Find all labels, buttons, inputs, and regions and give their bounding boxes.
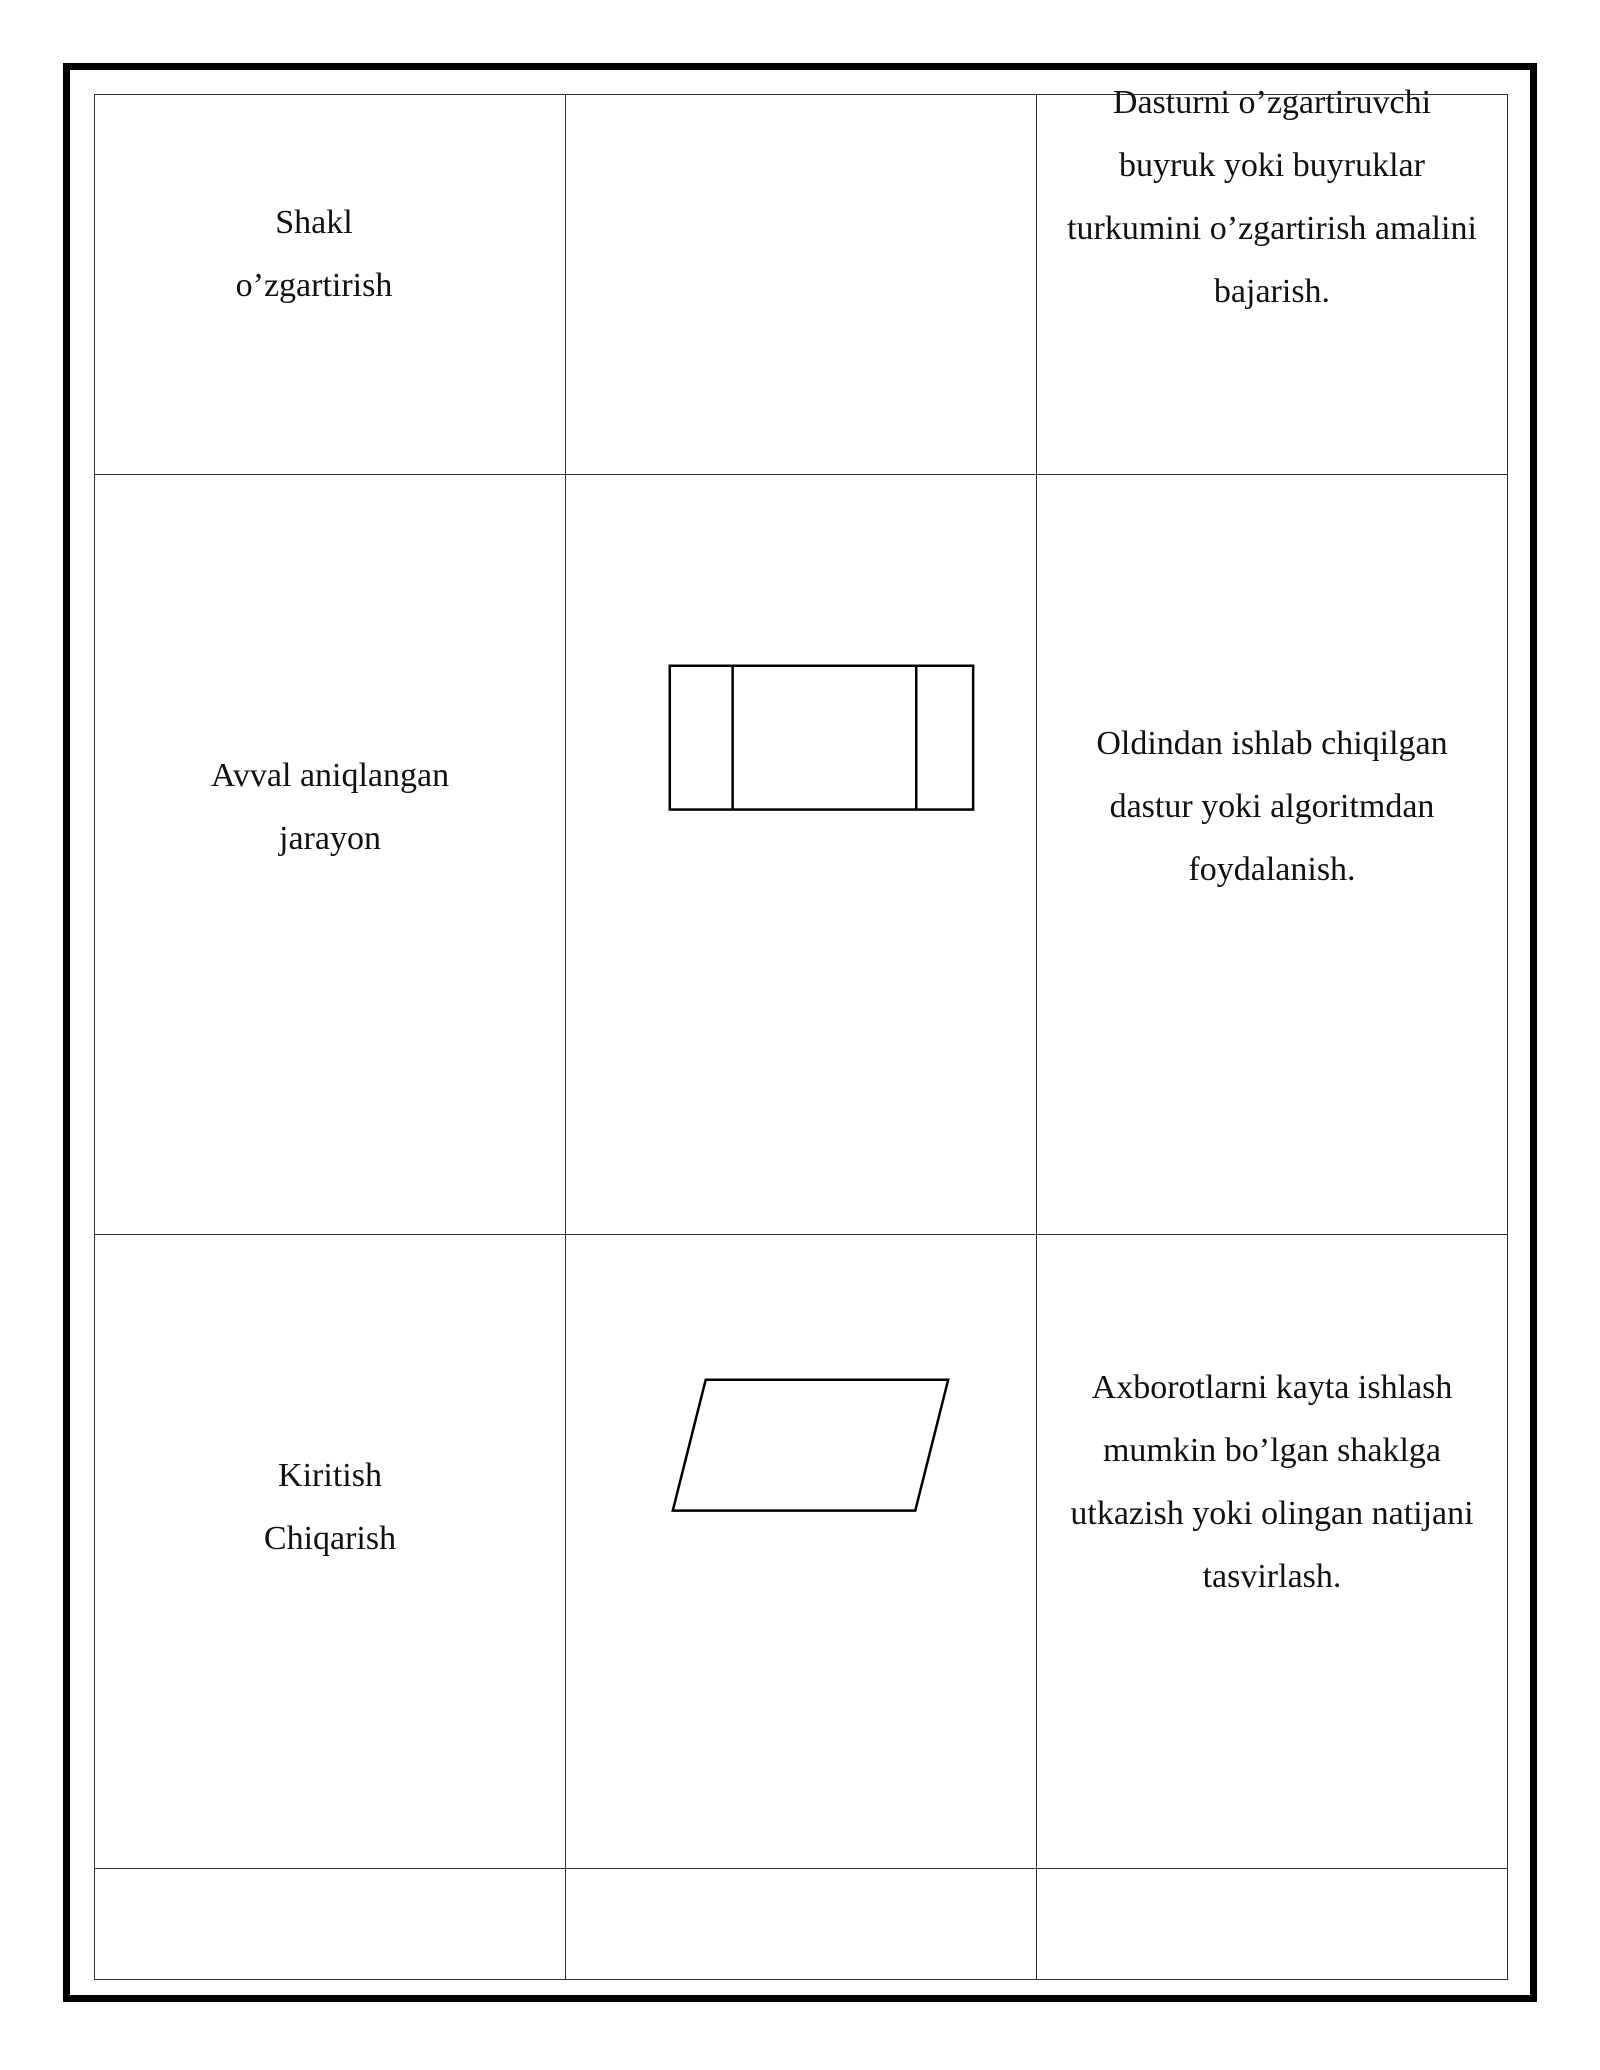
symbol-name: Kiritish Chiqarish	[263, 1456, 397, 1557]
symbol-name: Avval aniqlangan jarayon	[210, 756, 450, 857]
symbol-description: Dasturni o’zgartiruvchi buyruk yoki buyruklar turkumini o’zgartirish amalini bajarish.	[1067, 83, 1477, 310]
symbol-name-cell	[95, 475, 566, 1235]
symbol-name-cell	[95, 95, 566, 475]
table-row	[95, 1869, 1508, 1980]
symbol-name: Shakl o’zgartirish	[235, 203, 393, 304]
table-row	[95, 1235, 1508, 1869]
predefined-process-icon	[566, 475, 1036, 1234]
symbol-shape-cell	[566, 1235, 1037, 1869]
flowchart-symbols-table	[94, 83, 1508, 1980]
symbol-shape-cell	[566, 95, 1037, 475]
symbol-description: Axborotlarni kayta ishlash mumkin bo’lgan shaklga utkazish yoki olingan natijani tasvirlash.	[1070, 1368, 1474, 1595]
symbol-description-cell	[1037, 475, 1508, 1235]
symbol-shape-cell	[566, 475, 1037, 1235]
input-output-parallelogram-icon	[566, 1235, 1036, 1868]
symbol-description-cell	[1037, 1235, 1508, 1869]
symbol-description-cell	[1037, 83, 1508, 475]
symbol-shape-cell	[566, 1869, 1037, 1980]
table-row	[95, 475, 1508, 1235]
symbol-description: Oldindan ishlab chiqilgan dastur yoki algoritmdan foydalanish.	[1096, 725, 1448, 888]
table-row	[95, 95, 1508, 475]
symbol-name-cell	[95, 1235, 566, 1869]
symbol-name-cell	[95, 1869, 566, 1980]
symbol-description-cell	[1037, 1869, 1508, 1980]
